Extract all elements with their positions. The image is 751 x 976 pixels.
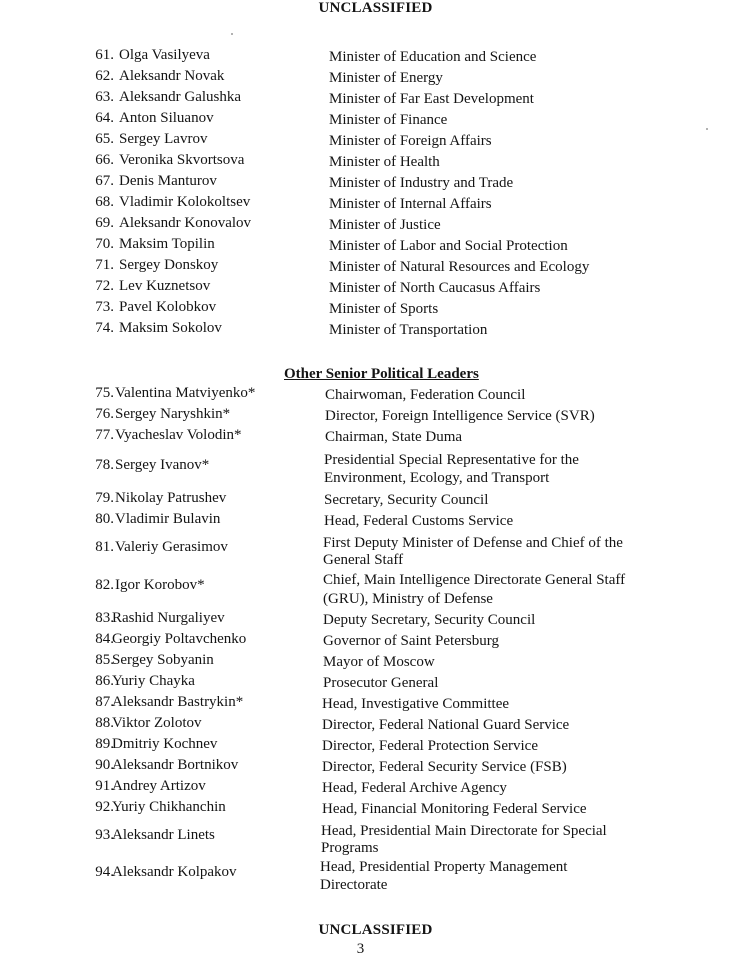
- item-number: 91.: [95, 778, 114, 794]
- position-title: Head, Federal Archive Agency: [322, 780, 507, 796]
- position-title: Secretary, Security Council: [324, 492, 489, 508]
- person-name: Olga Vasilyeva: [119, 47, 210, 63]
- position-title-continued: Environment, Ecology, and Transport: [324, 470, 550, 486]
- person-name: Sergey Donskoy: [119, 257, 219, 273]
- list-item: [0, 490, 751, 511]
- item-number: 85.: [95, 652, 114, 668]
- person-name: Lev Kuznetsov: [119, 278, 211, 294]
- section-heading: Other Senior Political Leaders: [284, 366, 479, 382]
- person-name: Aleksandr Konovalov: [119, 215, 252, 231]
- person-name: Valeriy Gerasimov: [115, 539, 228, 555]
- person-name: Sergey Naryshkin*: [115, 406, 231, 422]
- list-item: [0, 320, 751, 341]
- position-title: Minister of Energy: [329, 70, 443, 86]
- person-name: Valentina Matviyenko*: [115, 385, 256, 401]
- position-title: Head, Presidential Property Management: [320, 859, 568, 875]
- item-number: 63.: [95, 89, 114, 105]
- position-title: Minister of North Caucasus Affairs: [329, 280, 541, 296]
- item-number: 74.: [95, 320, 114, 336]
- page-number: 3: [356, 941, 365, 957]
- list-item: [0, 68, 751, 89]
- item-number: 61.: [95, 47, 114, 63]
- position-title: Minister of Justice: [329, 217, 441, 233]
- person-name: Yuriy Chayka: [112, 673, 195, 689]
- person-name: Viktor Zolotov: [112, 715, 202, 731]
- item-number: 75.: [95, 385, 114, 401]
- list-item: [0, 452, 751, 486]
- item-number: 90.: [95, 757, 114, 773]
- list-item: [0, 778, 751, 799]
- classification-banner-top: UNCLASSIFIED: [318, 0, 433, 16]
- person-name: Aleksandr Linets: [112, 827, 215, 843]
- item-number: 83.: [95, 610, 114, 626]
- list-item: [0, 694, 751, 715]
- list-item: [0, 757, 751, 778]
- item-number: 68.: [95, 194, 114, 210]
- item-number: 93.: [95, 827, 114, 843]
- item-number: 77.: [95, 427, 114, 443]
- item-number: 69.: [95, 215, 114, 231]
- position-title: Minister of Natural Resources and Ecology: [329, 259, 590, 275]
- position-title: Deputy Secretary, Security Council: [323, 612, 536, 628]
- person-name: Aleksandr Bortnikov: [112, 757, 239, 773]
- list-item: [0, 47, 751, 68]
- person-name: Rashid Nurgaliyev: [112, 610, 225, 626]
- item-number: 62.: [95, 68, 114, 84]
- position-title: Minister of Sports: [329, 301, 439, 317]
- list-item: [0, 194, 751, 215]
- item-number: 86.: [95, 673, 114, 689]
- list-item: [0, 511, 751, 532]
- position-title: Chief, Main Intelligence Directorate General Staff: [323, 572, 626, 588]
- item-number: 87.: [95, 694, 114, 710]
- position-title: Governor of Saint Petersburg: [323, 633, 499, 649]
- list-item: [0, 215, 751, 236]
- position-title: Head, Federal Customs Service: [324, 513, 514, 529]
- position-title: Director, Federal Protection Service: [322, 738, 538, 754]
- position-title: Presidential Special Representative for the: [324, 452, 579, 468]
- item-number: 71.: [95, 257, 114, 273]
- position-title-continued: Programs: [321, 840, 379, 856]
- person-name: Aleksandr Galushka: [119, 89, 242, 105]
- item-number: 94.: [95, 864, 114, 880]
- person-name: Sergey Ivanov*: [115, 457, 210, 473]
- list-item: [0, 257, 751, 278]
- list-item: [0, 173, 751, 194]
- list-item: [0, 278, 751, 299]
- position-title: Prosecutor General: [323, 675, 439, 691]
- list-item: [0, 572, 751, 607]
- item-number: 79.: [95, 490, 114, 506]
- person-name: Maksim Sokolov: [119, 320, 222, 336]
- list-item: [0, 652, 751, 673]
- list-item: [0, 610, 751, 631]
- classification-banner-bottom: UNCLASSIFIED: [318, 922, 433, 938]
- position-title: Minister of Health: [329, 154, 440, 170]
- list-item: [0, 631, 751, 652]
- person-name: Pavel Kolobkov: [119, 299, 217, 315]
- list-item: [0, 385, 751, 406]
- item-number: 72.: [95, 278, 114, 294]
- list-item: [0, 406, 751, 427]
- position-title-continued: (GRU), Ministry of Defense: [323, 591, 493, 607]
- person-name: Anton Siluanov: [119, 110, 214, 126]
- list-item: [0, 535, 751, 568]
- position-title: Chairwoman, Federation Council: [325, 387, 526, 403]
- list-item: [0, 89, 751, 110]
- position-title-continued: Directorate: [320, 877, 388, 893]
- item-number: 84.: [95, 631, 114, 647]
- scan-speck: [231, 33, 233, 35]
- list-item: [0, 152, 751, 173]
- position-title: Head, Presidential Main Directorate for Special: [321, 823, 607, 839]
- position-title: First Deputy Minister of Defense and Chief of the: [323, 535, 623, 551]
- position-title: Chairman, State Duma: [325, 429, 463, 445]
- person-name: Vladimir Bulavin: [115, 511, 221, 527]
- position-title: Director, Foreign Intelligence Service (SVR): [325, 408, 595, 424]
- item-number: 88.: [95, 715, 114, 731]
- person-name: Georgiy Poltavchenko: [112, 631, 247, 647]
- position-title: Minister of Finance: [329, 112, 448, 128]
- list-item: [0, 859, 751, 893]
- person-name: Vladimir Kolokoltsev: [119, 194, 251, 210]
- list-item: [0, 715, 751, 736]
- list-item: [0, 823, 751, 856]
- position-title: Minister of Foreign Affairs: [329, 133, 492, 149]
- position-title: Minister of Industry and Trade: [329, 175, 514, 191]
- list-item: [0, 110, 751, 131]
- position-title: Head, Financial Monitoring Federal Service: [322, 801, 587, 817]
- position-title: Minister of Far East Development: [329, 91, 534, 107]
- position-title: Minister of Education and Science: [329, 49, 537, 65]
- person-name: Nikolay Patrushev: [115, 490, 227, 506]
- list-item: [0, 673, 751, 694]
- item-number: 65.: [95, 131, 114, 147]
- position-title: Mayor of Moscow: [323, 654, 435, 670]
- list-item: [0, 236, 751, 257]
- item-number: 78.: [95, 457, 114, 473]
- list-item: [0, 427, 751, 448]
- person-name: Igor Korobov*: [115, 577, 205, 593]
- person-name: Yuriy Chikhanchin: [112, 799, 226, 815]
- position-title: Minister of Internal Affairs: [329, 196, 492, 212]
- item-number: 70.: [95, 236, 114, 252]
- list-item: [0, 131, 751, 152]
- person-name: Sergey Sobyanin: [112, 652, 214, 668]
- person-name: Maksim Topilin: [119, 236, 215, 252]
- person-name: Denis Manturov: [119, 173, 217, 189]
- position-title-continued: General Staff: [323, 552, 404, 568]
- item-number: 82.: [95, 577, 114, 593]
- item-number: 89.: [95, 736, 114, 752]
- item-number: 92.: [95, 799, 114, 815]
- person-name: Veronika Skvortsova: [119, 152, 245, 168]
- item-number: 66.: [95, 152, 114, 168]
- item-number: 64.: [95, 110, 114, 126]
- item-number: 81.: [95, 539, 114, 555]
- position-title: Minister of Labor and Social Protection: [329, 238, 568, 254]
- position-title: Head, Investigative Committee: [322, 696, 510, 712]
- position-title: Director, Federal Security Service (FSB): [322, 759, 567, 775]
- item-number: 73.: [95, 299, 114, 315]
- list-item: [0, 799, 751, 820]
- person-name: Vyacheslav Volodin*: [115, 427, 242, 443]
- list-item: [0, 299, 751, 320]
- position-title: Director, Federal National Guard Service: [322, 717, 570, 733]
- position-title: Minister of Transportation: [329, 322, 488, 338]
- item-number: 67.: [95, 173, 114, 189]
- person-name: Aleksandr Novak: [119, 68, 225, 84]
- list-item: [0, 736, 751, 757]
- person-name: Aleksandr Kolpakov: [112, 864, 237, 880]
- person-name: Aleksandr Bastrykin*: [112, 694, 244, 710]
- person-name: Andrey Artizov: [112, 778, 206, 794]
- item-number: 80.: [95, 511, 114, 527]
- item-number: 76.: [95, 406, 114, 422]
- person-name: Sergey Lavrov: [119, 131, 208, 147]
- person-name: Dmitriy Kochnev: [112, 736, 218, 752]
